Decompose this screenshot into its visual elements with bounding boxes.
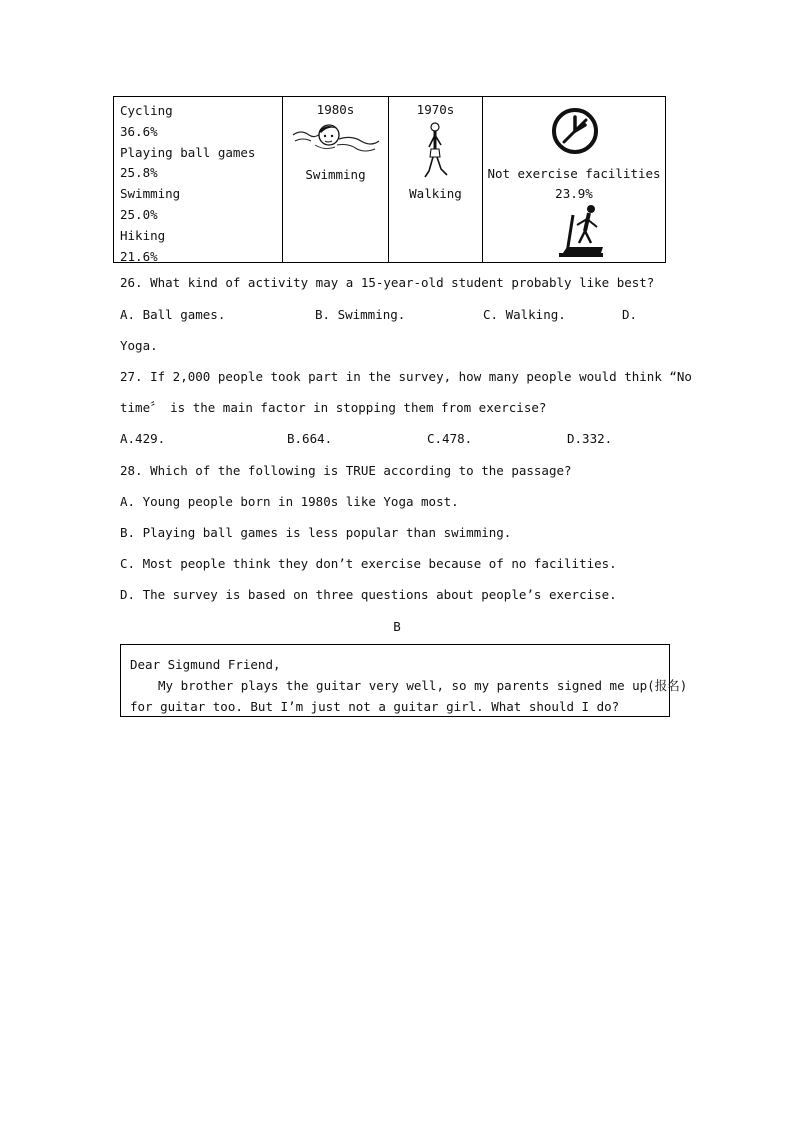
option-d: D. — [622, 307, 638, 322]
era-label: 1970s — [416, 102, 455, 117]
era-1970s-cell — [389, 97, 483, 262]
option-b: B. Swimming. — [315, 307, 406, 322]
question-27-line2: time〞 is the main factor in stopping them from exercise? — [120, 400, 547, 415]
option-a: A. Ball games. — [120, 307, 226, 322]
option-c: C.478. — [427, 431, 473, 446]
question-28: 28. Which of the following is TRUE according to the passage? — [120, 463, 572, 478]
activity-list-cell — [114, 97, 283, 262]
option-a: A. Young people born in 1980s like Yoga most. — [120, 494, 459, 509]
era-label: 1980s — [316, 102, 355, 117]
activity-name: Hiking — [120, 227, 166, 243]
option-c: C. Walking. — [483, 307, 566, 322]
option-d: D. The survey is based on three questions about people’s exercise. — [120, 587, 617, 602]
section-heading-b: B — [393, 619, 401, 634]
activity-name: Playing ball games — [120, 144, 256, 160]
letter-line: for guitar too. But I’m just not a guitar girl. What should I do? — [130, 699, 620, 714]
swimmer-icon — [291, 121, 381, 161]
question-27-line1: 27. If 2,000 people took part in the survey, how many people would think “No — [120, 369, 692, 384]
option-b: B. Playing ball games is less popular than swimming. — [120, 525, 512, 540]
survey-table — [113, 96, 666, 263]
activity-label: Swimming — [305, 167, 366, 182]
activity-name: Cycling — [120, 103, 173, 118]
letter-line: My brother plays the guitar very well, so my parents signed me up(报名) — [158, 678, 688, 693]
activity-percent: 25.0% — [120, 206, 158, 222]
walker-icon — [419, 121, 455, 181]
activity-name: Swimming — [120, 186, 181, 202]
activity-percent: 21.6% — [120, 248, 158, 264]
activity-percent: 25.8% — [120, 165, 158, 181]
facilities-cell — [483, 97, 665, 262]
activity-label: Walking — [409, 186, 462, 201]
era-1980s-cell — [283, 97, 389, 262]
facilities-percent: 23.9% — [555, 186, 593, 201]
activity-percent: 36.6% — [120, 123, 158, 139]
letter-box — [120, 644, 688, 717]
clock-icon — [551, 107, 599, 155]
option-b: B.664. — [287, 431, 333, 446]
question-26: 26. What kind of activity may a 15-year-old student probably like best? — [120, 275, 655, 290]
letter-greeting: Dear Sigmund Friend, — [130, 657, 281, 672]
option-a: A.429. — [120, 431, 166, 446]
treadmill-icon — [553, 203, 605, 259]
option-c: C. Most people think they don’t exercise because of no facilities. — [120, 556, 617, 571]
option-d-overflow: Yoga. — [120, 338, 158, 353]
facilities-label: Not exercise facilities — [487, 166, 661, 181]
option-d: D.332. — [567, 431, 613, 446]
